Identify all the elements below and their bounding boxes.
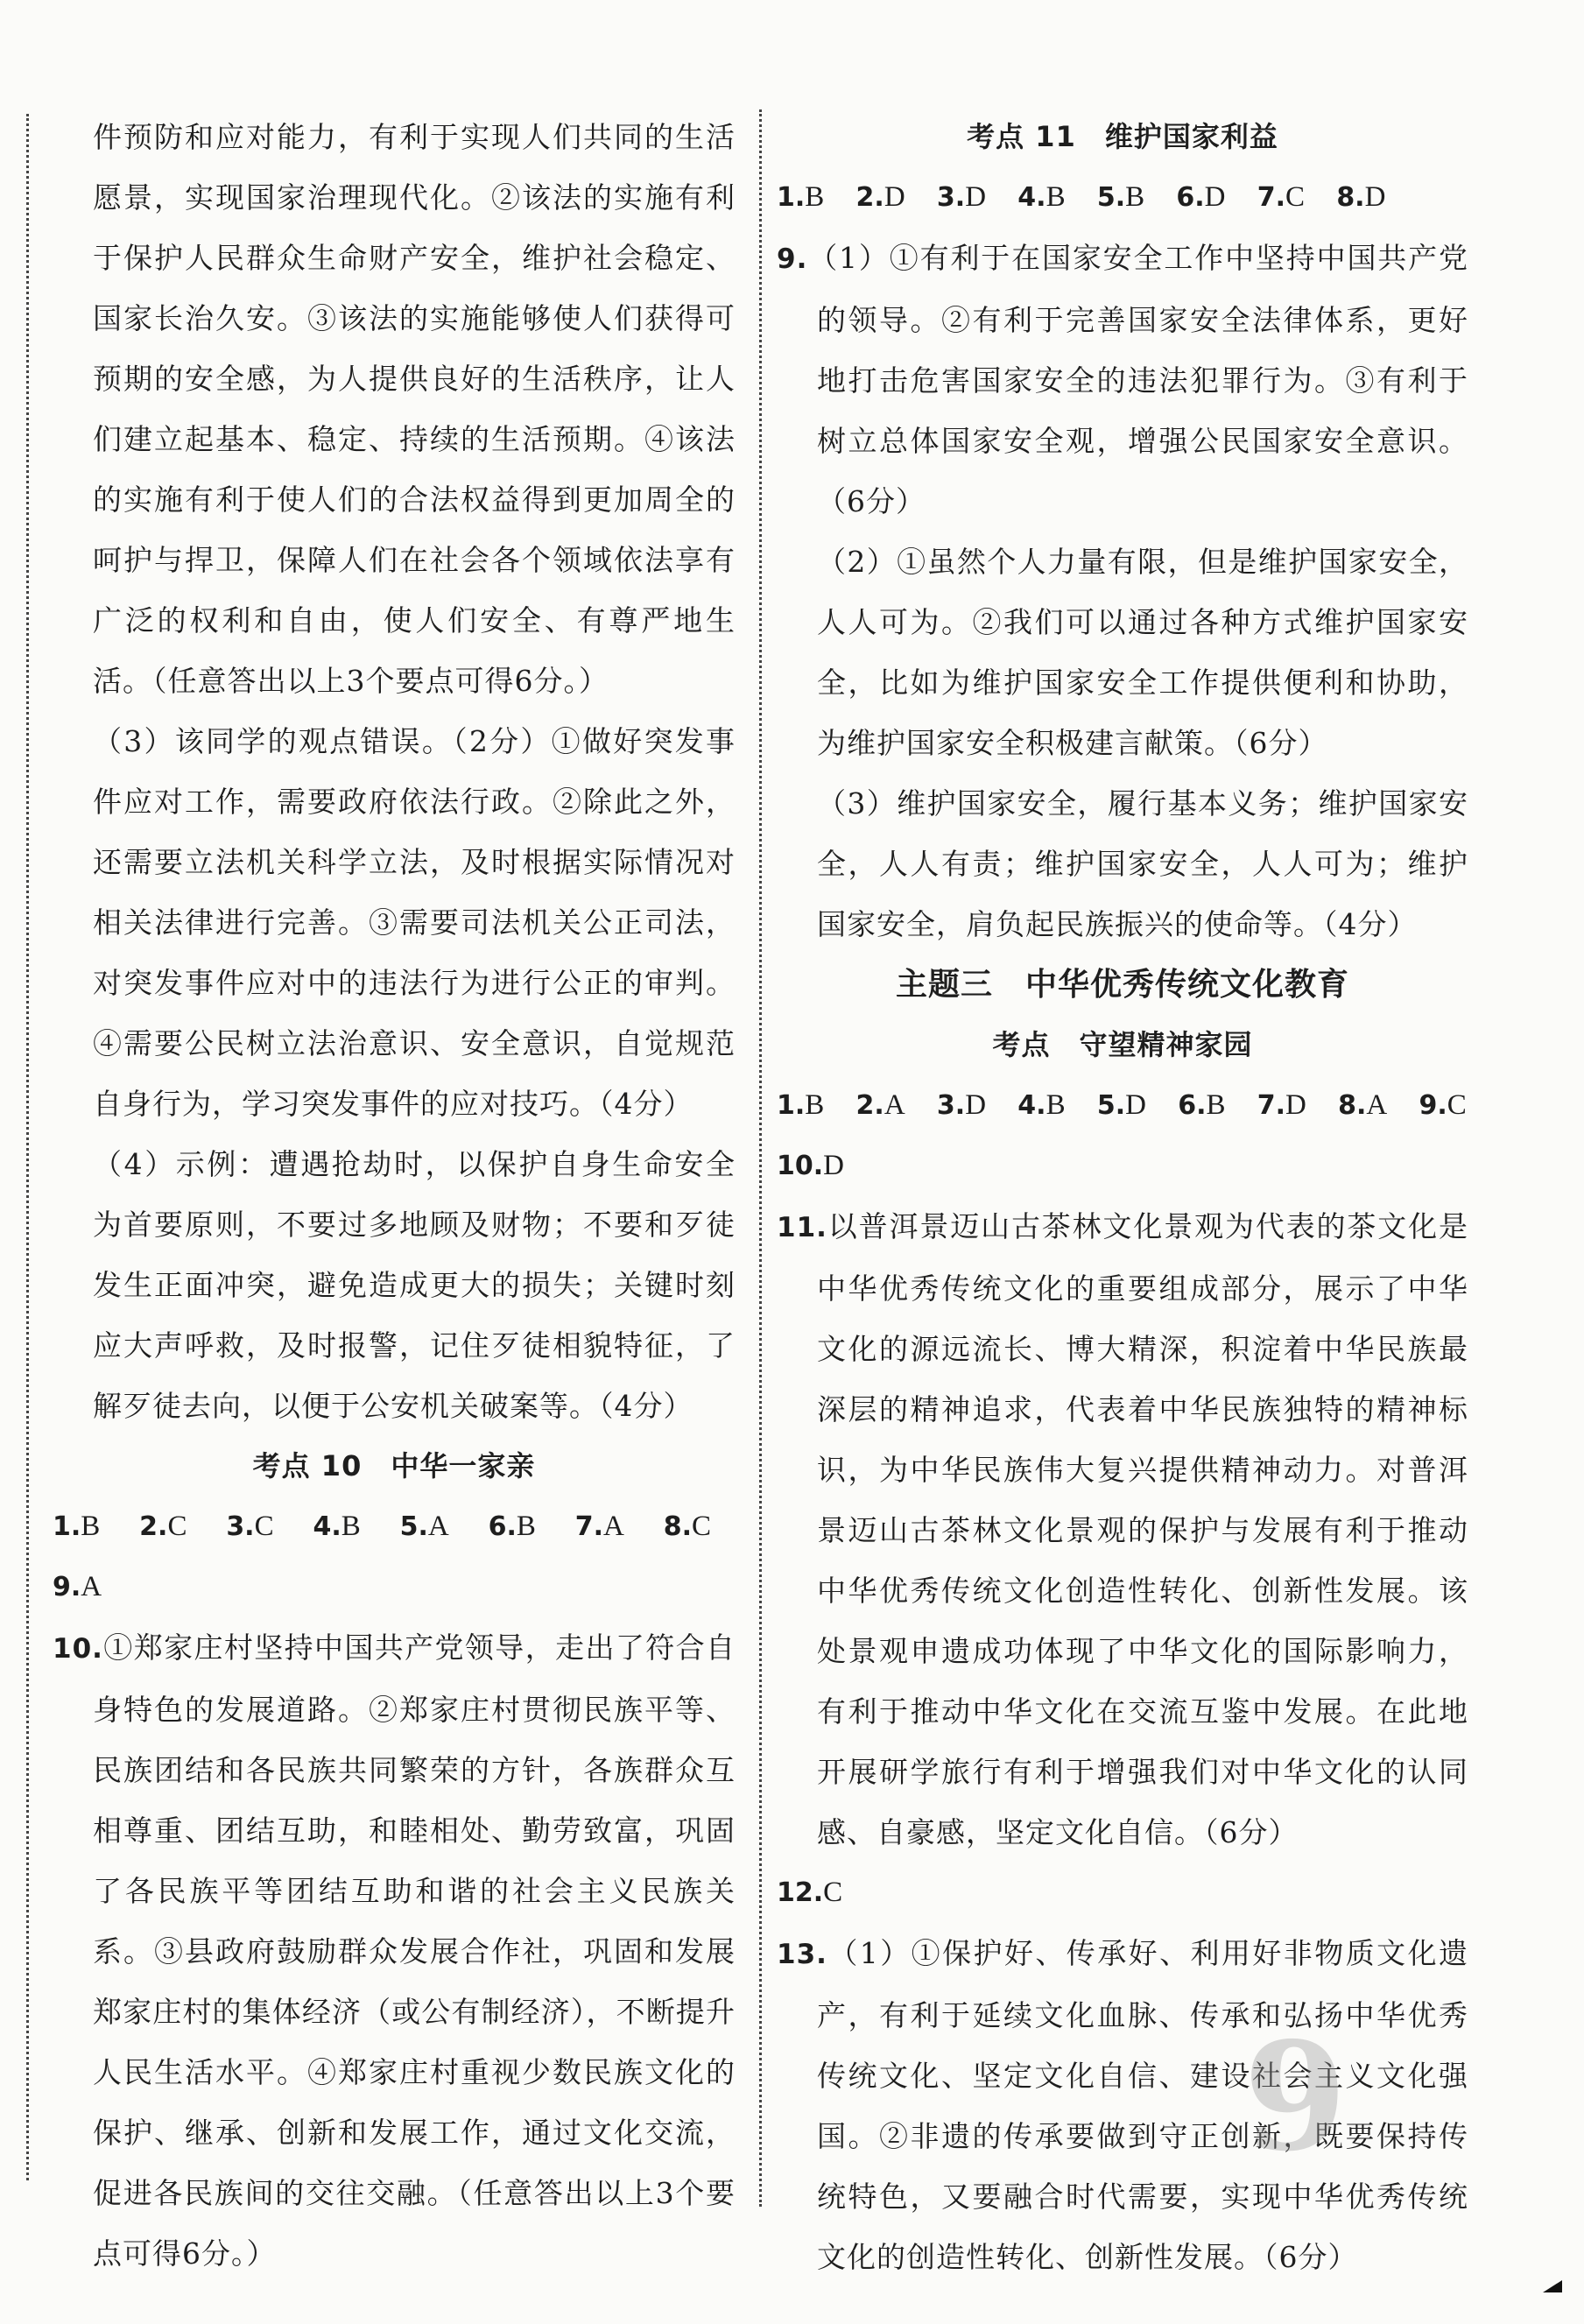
answer-q10: [53, 1617, 736, 2284]
mc-item: 5.A: [399, 1511, 449, 1542]
question-number: 10.: [53, 1633, 103, 1665]
mc-item: 9.C: [1419, 1089, 1467, 1121]
question-number: 10.: [777, 1151, 824, 1181]
question-number: 12.: [777, 1877, 824, 1908]
section-heading-kaodian: 考点 守望精神家园: [992, 1028, 1253, 1061]
mc-item: 7.D: [1257, 1089, 1306, 1121]
answer-text: ①郑家庄村坚持中国共产党领导，走出了符合自身特色的发展道路。②郑家庄村贯彻民族平等、民族团结和各民族共同繁荣的方针，各族群众互相尊重、团结互助，和睦相处、勤劳致富，巩固了各民族平等团结互助和谐的社会主义民族关系。③县政府鼓励群众发展合作社，巩固和发展郑家庄村的集体经济（或公有制经济），不断提升人民生活水平。④郑家庄村重视少数民族文化的保护、继承、创新和发展工作，通过文化交流，促进各民族间的交往交融。（任意答出以上3个要点可得6分。）: [93, 1630, 736, 2271]
mc-item: 5.B: [1096, 181, 1145, 213]
mc-item: 3.C: [226, 1511, 274, 1542]
mc-item: 6.D: [1176, 181, 1226, 213]
answer-text: 以普洱景迈山古茶林文化景观为代表的茶文化是中华优秀传统文化的重要组成部分，展示了中华文化的源远流长、博大精深，积淀着中华民族最深层的精神追求，代表着中华民族独特的精神标识，为中华民族伟大复兴提供精神动力。对普洱景迈山古茶林文化景观的保护与发展有利于推动中华优秀传统文化创造性转化、创新性发展。该处景观申遗成功体现了中华文化的国际影响力，有利于推动中华文化在交流互鉴中发展。在此地开展研学旅行有利于增强我们对中华文化的认同感、自豪感，坚定文化自信。（6分）: [817, 1209, 1468, 1849]
mc-item: 2.A: [855, 1089, 905, 1121]
theme-heading: 主题三 中华优秀传统文化教育: [895, 967, 1349, 1003]
question-number: 9.: [777, 243, 808, 275]
mc-item: 1.B: [777, 181, 825, 213]
mc-item: 8.D: [1336, 181, 1386, 213]
question-number: 13.: [777, 1939, 827, 1970]
mc-item: 3.D: [936, 181, 987, 213]
column-separator: [759, 109, 762, 2207]
answer-q12: [777, 1863, 1468, 1923]
answer-q9-part-1: [777, 228, 1468, 532]
corner-mark-icon: [1543, 2280, 1562, 2292]
mc-item: 7.C: [1257, 181, 1306, 213]
mc-item: 1.B: [53, 1511, 101, 1542]
answer-part-3: （3）该同学的观点错误。（2分）①做好突发事件应对工作，需要政府依法行政。②除此之外，还需要立法机关科学立法，及时根据实际情况对相关法律进行完善。③需要司法机关公正司法，对突发事件应对中的违法行为进行公正的审判。④需要公民树立法治意识、安全意识，自觉规范自身行为，学习突发事件的应对技巧。（4分）: [93, 724, 736, 1121]
mc-item: 3.D: [936, 1089, 987, 1121]
multiple-choice-answers-kd10: [53, 1497, 736, 1617]
mc-item: 5.D: [1096, 1089, 1146, 1121]
answer-q13: [777, 1923, 1468, 2287]
mc-item: 4.B: [1017, 181, 1066, 213]
section-heading-kaodian-10: 考点 10 中华一家亲: [252, 1449, 536, 1482]
answer-part-4: （4）示例：遭遇抢劫时，以保护自身生命安全为首要原则，不要过多地顾及财物；不要和歹徒发生正面冲突，避免造成更大的损失；关键时刻应大声呼救，及时报警，记住歹徒相貌特征，了解歹徒去向，以便于公安机关破案等。（4分）: [93, 1147, 736, 1423]
mc-item: 4.B: [1017, 1089, 1066, 1121]
page-number-watermark: 9: [1243, 2010, 1348, 2185]
mc-item: 1.B: [777, 1089, 825, 1121]
answer-q11: [777, 1196, 1468, 1863]
answer-q9-part-2: （2）①虽然个人力量有限，但是维护国家安全，人人可为。②我们可以通过各种方式维护国家安全，比如为维护国家安全工作提供便利和协助，为维护国家安全积极建言献策。（6分）: [817, 545, 1468, 760]
answer-text: （1）①保护好、传承好、利用好非物质文化遗产，有利于延续文化血脉、传承和弘扬中华优秀传统文化、坚定文化自信、建设社会主义文化强国。②非遗的传承要做到守正创新，既要保持传统特色，又要融合时代需要，实现中华优秀传统文化的创造性转化、创新性发展。（6分）: [817, 1936, 1468, 2274]
mc-item: 4.B: [313, 1511, 361, 1542]
mc-item: 2.D: [855, 181, 905, 213]
left-column: [53, 107, 736, 2284]
mc-item: 6.B: [1178, 1089, 1226, 1121]
section-heading-kaodian-11: 考点 11 维护国家利益: [967, 120, 1278, 153]
mc-item: 9.A: [53, 1571, 102, 1602]
mc-item: 8.C: [663, 1511, 712, 1542]
answer-text: （1）①有利于在国家安全工作中坚持中国共产党的领导。②有利于完善国家安全法律体系，更好地打击危害国家安全的违法犯罪行为。③有利于树立总体国家安全观，增强公民国家安全意识。（6分）: [807, 241, 1468, 518]
multiple-choice-answers-kd11: [777, 167, 1468, 228]
answer-q9-part-3: （3）维护国家安全，履行基本义务；维护国家安全，人人有责；维护国家安全，人人可为；维护国家安全，肩负起民族振兴的使命等。（4分）: [817, 786, 1468, 941]
answer-text: C: [823, 1877, 843, 1908]
mc-item: 6.B: [488, 1511, 536, 1542]
mc-item: 8.A: [1338, 1089, 1388, 1121]
left-margin-dotted-line: [26, 114, 29, 2180]
mc-item: 2.C: [139, 1511, 187, 1542]
mc-item: 7.A: [574, 1511, 624, 1542]
answer-text: D: [823, 1150, 844, 1181]
answer-continuation: 件预防和应对能力，有利于实现人们共同的生活愿景，实现国家治理现代化。②该法的实施有利于保护人民群众生命财产安全，维护社会稳定、国家长治久安。③该法的实施能够使人们获得可预期的安全感，为人提供良好的生活秩序，让人们建立起基本、稳定、持续的生活预期。④该法的实施有利于使人们的合法权益得到更加周全的呵护与捍卫，保障人们在社会各个领域依法享有广泛的权利和自由，使人们安全、有尊严地生活。（任意答出以上3个要点可得6分。）: [93, 120, 736, 698]
question-number: 11.: [777, 1212, 827, 1243]
right-column: [777, 107, 1468, 2287]
multiple-choice-answers-kd: [777, 1075, 1468, 1136]
answer-q10: [777, 1136, 1468, 1196]
